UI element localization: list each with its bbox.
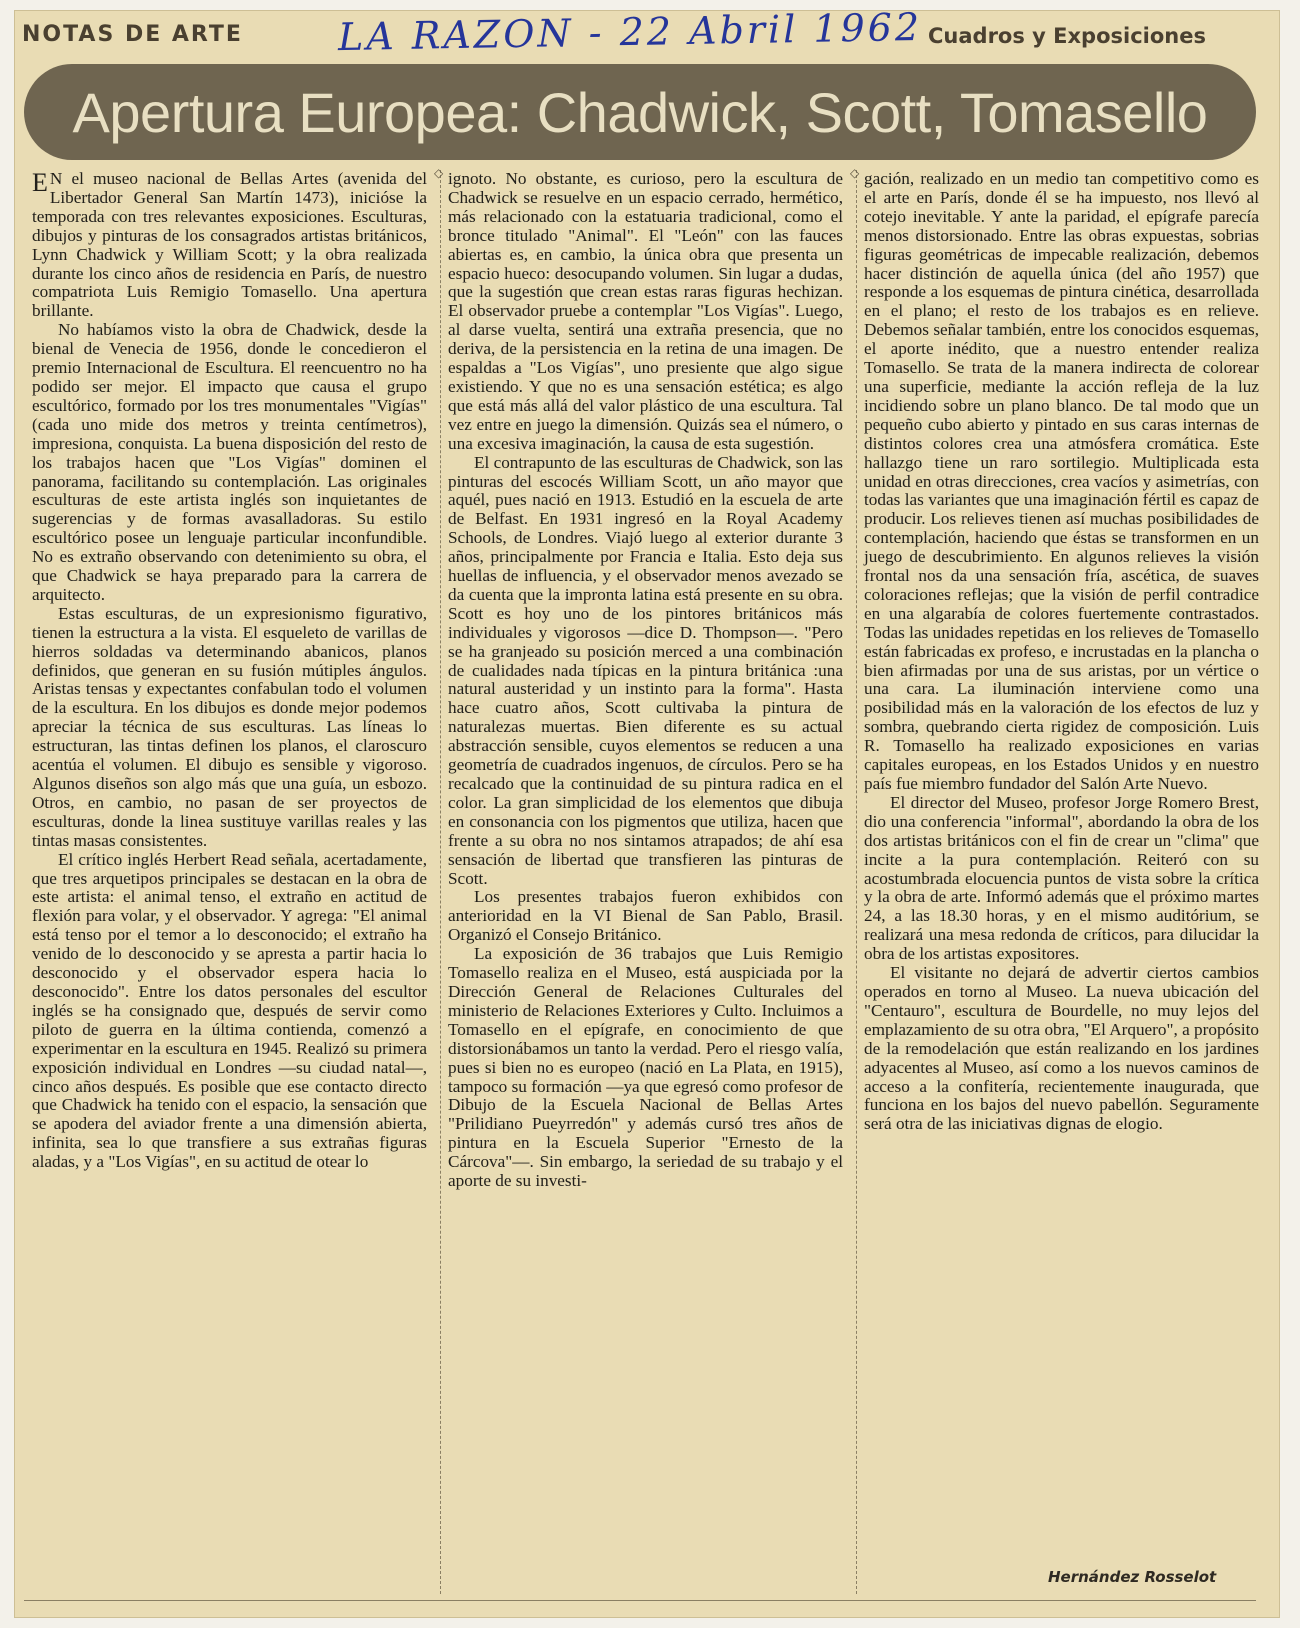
- paragraph: E N el museo nacional de Bellas Artes (avenida del Libertador General San Martín 1473), iniciósе la temporada con tres relevantes exposiciones. Esculturas, dibujos y pinturas de los consagrados artistas británicos, Lynn Chadwick y William Scott; y la obra realizada durante los cinco años de residencia en París, de nuestro compatriota Luis Remigio Tomasello. Una apertura brillante.: [32, 168, 427, 321]
- paragraph: Estas esculturas, de un expresionismo figurativo, tienen la estructura a la vista. El esqueleto de varillas de hierros soldadas va determinando abanicos, planos definidos, que generan en su fusión mútiples ángulos. Aristas tensas y expectantes confabulan todo el volumen de la escultura. En los dibujos es donde mejor podemos apreciar la técnica de sus esculturas. Las líneas lo estructuran, las tintas definen los planos, el claroscuro acentúa el volumen. El dibujo es sensible y vigoroso. Algunos diseños son algo más que una guía, un esbozo. Otros, en cambio, no pasan de ser proyectos de esculturas, donde la linea sustituye varillas reales y las tintas masas consistentes.: [32, 603, 427, 850]
- diamond-ornament-icon: ◇: [434, 166, 444, 180]
- paragraph: No habíamos visto la obra de Chadwick, desde la bienal de Venecia de 1956, donde le concedieron el premio Internacional de Escultura. El reencuentro no ha podido ser mejor. El impacto que causa el grupo escultórico, formado por los tres monumentales "Vigías" (cada uno mide dos metros y treinta centímetros), impresiona, conquista. La buena disposición del resto de los trabajos hacen que "Los Vigías" dominen el panorama, facilitando su contemplación. Las originales esculturas de este artista inglés son inquietantes de sugerencias y de formas avasalladoras. Su estilo escultórico posee un lenguaje particular inconfundible. No es extraño observando con detenimiento su obra, el que Chadwick se haya preparado para la carrera de arquitecto.: [32, 320, 427, 604]
- drop-cap: E: [32, 168, 48, 197]
- diamond-ornament-icon: ◇: [850, 166, 860, 180]
- paragraph: El director del Museo, profesor Jorge Romero Brest, dio una conferencia "informal", abordando la obra de los dos artistas británicos con el fin de crear un "clima" que incite a la pura contemplación. Reiteró con su acostumbrada elocuencia puntos de vista sobre la crítica y la obra de arte. Informó además que el próximo martes 24, a las 18.30 horas, y en el mismo auditórium, se realizará una mesa redonda de críticos, para dilucidar la obra de los artistas expositores.: [864, 792, 1259, 964]
- section-label-right: Cuadros y Exposiciones: [928, 24, 1206, 48]
- bottom-rule: [24, 1600, 1256, 1601]
- article-column-2: [448, 170, 843, 1191]
- paragraph: El visitante no dejará de advertir ciertos cambios operados en torno al Museo. La nueva ubicación del "Centauro", escultura de Bourdelle, no muy lejos del emplazamiento de su otra obra, "El Arquero", a propósito de la remodelación que están realizando en los jardines adyacentes al Museo, así como a los nuevos caminos de acceso a la confitería, recientemente inaugurada, que funciona en los bajos del nuevo pabellón. Seguramente será otra de las iniciativas dignas de elogio.: [864, 963, 1259, 1134]
- paragraph: ignoto. No obstante, es curioso, pero la escultura de Chadwick se resuelve en un espacio cerrado, hermético, más relacionado con la estatuaria tradicional, como el bronce titulado "Animal". El "León" con las fauces abiertas es, en cambio, la única obra que presenta un espacio hueco: desocupando volumen. Sin lugar a dudas, que la sugestión que crean estas raras figuras hechizan. El observador pruebe a contemplar "Los Vigías". Luego, al darse vuelta, sentirá una extraña presencia, que no deriva, de la persistencia en la retina de una imagen. De espaldas a "Los Vigías", uno presiente que algo sigue existiendo. Y que no es una sensación estética; es algo que está más allá del valor plástico de una escultura. Tal vez entre en juego la dimensión. Quizás sea el número, o una excesiva imaginación, la causa de esta sugestión.: [448, 169, 843, 453]
- section-label-left: NOTAS DE ARTE: [22, 22, 243, 47]
- author-signature: Hernández Rosselot: [1048, 1568, 1217, 1586]
- headline-banner: [24, 64, 1256, 160]
- article-column-3: [864, 170, 1259, 1134]
- column-divider: [856, 170, 858, 1594]
- column-divider: [440, 170, 442, 1594]
- headline: Apertura Europea: Chadwick, Scott, Tomasello: [72, 80, 1208, 144]
- handwritten-annotation: LA RAZON - 22 Abril 1962: [337, 4, 923, 60]
- paragraph: Los presentes trabajos fueron exhibidos con anterioridad en la VI Bienal de San Pablo, Brasil. Organizó el Consejo Británico.: [448, 887, 843, 945]
- paragraph: El crítico inglés Herbert Read señala, acertadamente, que tres arquetipos principales se destacan en la obra de este artista: el animal tenso, el extraño en actitud de flexión para volar, y el observador. Y agrega: "El animal está tenso por el temor a lo desconocido; el extraño ha venido de lo desconocido y se apresta a partir hacia lo desconocido y el observador espera hacia lo desconocido". Entre los datos personales del escultor inglés se ha consignado que, después de servir como piloto de guerra en la última contienda, comenzó a experimentar en la escultura en 1945. Realizó su primera exposición individual en Londres —su ciudad natal—, cinco años después. Es posible que ese contacto directo que Chadwick ha tenido con el espacio, la sensación que se apodera del aviador frente a una dimensión abierta, infinita, sea lo que transfiere a sus extrañas figuras aladas, y a "Los Vigías", en su actitud de otear lo: [32, 849, 427, 1172]
- article-column-1: [32, 170, 427, 1172]
- paragraph: El contrapunto de las esculturas de Chadwick, son las pinturas del escocés William Scott, un año mayor que aquél, pues nació en 1913. Estudió en la escuela de arte de Belfast. En 1931 ingresó en la Royal Academy Schools, de Londres. Viajó luego al exterior durante 3 años, principalmente por Francia e Italia. Esto deja sus huellas de influencia, y el observador menos avezado se da cuenta que la impronta latina está presente en su obra. Scott es hoy uno de los pintores británicos más individuales y vigorosos —dice D. Thompson—. "Pero se ha granjeado su posición merced a una combinación de cualidades nada típicas en la pintura británica :una natural austeridad y un instinto para la forma". Hasta hace cuatro años, Scott cultivaba la pintura de naturalezas muertas. Bien diferente es su actual abstracción sensible, cuyos elementos se reducen a una geometría de cuadrados ingenuos, de círculos. Pero se ha recalcado que la continuidad de su pintura radica en el color. La gran simplicidad de los elementos que dibuja en consonancia con los pigmentos que utiliza, hacen que frente a su obra no nos sintamos atrapados; de ahí esa sensación de libertad que transfieren las pinturas de Scott.: [448, 452, 843, 888]
- paragraph: La exposición de 36 trabajos que Luis Remigio Tomasello realiza en el Museo, está auspiciada por la Dirección General de Relaciones Culturales del ministerio de Relaciones Exteriores y Culto. Incluimos a Tomasello en el epígrafe, en conocimiento de que distorsionábamos un tanto la verdad. Pero el riesgo valía, pues si bien no es europeo (nació en La Plata, en 1915), tampoco su formación —ya que egresó como profesor de Dibujo de la Escuela Nacional de Bellas Artes "Prilidiano Pueyrredón" y además cursó tres años de pintura en la Escuela Superior "Ernesto de la Cárcova"—. Sin embargo, la seriedad de su trabajo y el aporte de su investi-: [448, 944, 843, 1191]
- paragraph: gación, realizado en un medio tan competitivo como es el arte en París, donde él se ha impuesto, nos llevó al cotejo inevitable. Y ante la paridad, el epígrafe parecía menos distorsionado. Entre las obras expuestas, sobrias figuras geométricas de impecable realización, debemos hacer distinción de aquella única (del año 1957) que responde a los esquemas de pintura cinética, desarrollada en el plano; el resto de los trabajos es en relieve. Debemos señalar también, entre los conocidos esquemas, el aporte inédito, que a nuestro entender realiza Tomasello. Se trata de la manera indirecta de colorear una superficie, mediante la acción refleja de la luz incidiendo sobre un plano blanco. De tal modo que un pequeño cubo abierto y pintado en sus caras internas de distintos colores crea una atmósfera cromática. Este hallazgo tiene un raro sortilegio. Multiplicada esta unidad en otras direcciones, crea vacíos y asimetrías, con todas las variantes que una imaginación fértil es capaz de producir. Los relieves tienen así muchas posibilidades de contemplación, haciendo que éstas se transformen en un juego de descubrimiento. En algunos relieves la visión frontal nos da una sensación fría, ascética, de suaves coloraciones reflejas; que la visión de perfil contradice en una algarabía de colores fuertemente contrastados. Todas las unidades repetidas en los relieves de Tomasello están fabricadas ex profeso, e incrustadas en la plancha o bien afirmadas por una de sus aristas, por un vértice o una cara. La iluminación interviene como una posibilidad más en la valoración de los efectos de luz y sombra, quebrando cierta rigidez de composición. Luis R. Tomasello ha realizado exposiciones en varias capitales europeas, en los Estados Unidos y en nuestro país fue miembro fundador del Salón Arte Nuevo.: [864, 169, 1259, 793]
